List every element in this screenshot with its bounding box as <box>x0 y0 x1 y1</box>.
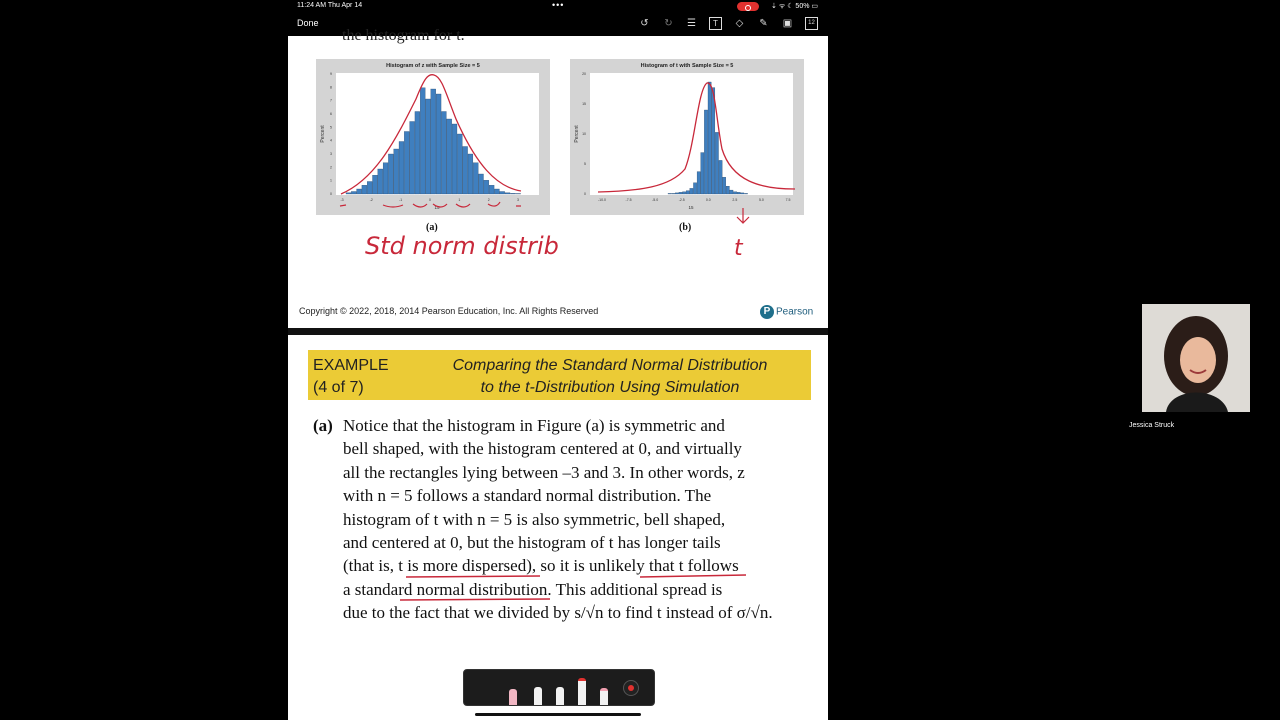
x-tick-label: -1 <box>399 198 403 202</box>
y-tick-label: 2 <box>330 165 332 170</box>
caption-b: (b) <box>679 222 692 233</box>
histogram-b-xlabel: 15 <box>688 205 694 210</box>
y-tick-label: 0 <box>584 192 586 196</box>
y-tick-label: 15 <box>582 102 586 106</box>
page-divider <box>288 328 828 335</box>
y-tick-label: 5 <box>584 162 586 166</box>
done-button[interactable]: Done <box>297 18 319 28</box>
x-tick-label: 0.0 <box>705 198 711 202</box>
copyright-text: Copyright © 2022, 2018, 2014 Pearson Education, Inc. All Rights Reserved <box>299 306 599 316</box>
highlighter-tool-icon[interactable] <box>600 688 608 705</box>
example-label: EXAMPLE <box>313 357 389 374</box>
marker-tool-icon[interactable] <box>578 678 586 705</box>
x-tick-label: 7.5 <box>785 198 791 202</box>
text-tool-icon[interactable]: T <box>709 17 722 30</box>
pen-toolbar <box>463 669 655 706</box>
y-tick-label: 8 <box>330 85 332 90</box>
paragraph-line: and centered at 0, but the histogram of t has longer tails <box>343 533 721 552</box>
undo-icon[interactable]: ↺ <box>640 18 649 29</box>
status-time: 11:24 AM Thu Apr 14 <box>297 2 363 9</box>
ink-arrow <box>737 208 749 223</box>
paragraph-label: (a) <box>313 416 333 435</box>
shapes-icon[interactable]: ◇ <box>735 18 744 29</box>
paragraph-line: with n = 5 follows a standard normal distribution. The <box>343 486 712 506</box>
screen-record-icon[interactable] <box>737 2 759 11</box>
y-tick-label: 20 <box>582 72 586 76</box>
y-tick-label: 1 <box>330 178 332 183</box>
webcam-person-icon <box>1142 304 1250 412</box>
paragraph-line: Notice that the histogram in Figure (a) is symmetric and <box>343 416 725 435</box>
cutoff-text: the histogram for t. <box>342 27 465 44</box>
y-tick-label: 5 <box>330 125 332 130</box>
y-tick-label: 9 <box>330 72 332 76</box>
highlighter-icon[interactable]: ✎ <box>759 18 768 29</box>
page-count-badge[interactable]: 12 <box>805 17 818 30</box>
multitask-dots-icon[interactable]: ••• <box>552 0 565 10</box>
ink-underline-3 <box>400 599 550 600</box>
histogram-a-xlabel: 15 <box>434 205 440 210</box>
ink-annotation-left: Std norm distrib <box>365 232 559 260</box>
ink-underlines <box>288 335 828 635</box>
x-tick-label: -2 <box>369 198 373 202</box>
y-tick-label: 6 <box>330 112 332 116</box>
x-tick-label: 2 <box>487 198 490 202</box>
ink-underline-2 <box>640 575 746 577</box>
x-tick-label: -5.0 <box>652 198 659 202</box>
x-tick-label: -7.5 <box>625 198 632 202</box>
histogram-b-title: Histogram of t with Sample Size = 5 <box>640 63 734 69</box>
ink-annotation-right: t <box>734 236 743 261</box>
paragraph-line: due to the fact that we divided by s/√n to find t instead of σ/√n. <box>343 603 773 623</box>
x-tick-label: -3 <box>340 198 344 202</box>
status-battery: ⇣ ᯤ ☾ 50% ▭ <box>771 3 818 10</box>
webcam-avatar <box>1142 304 1250 412</box>
pearson-logo: P Pearson <box>760 305 813 319</box>
y-tick-label: 7 <box>330 98 332 103</box>
x-tick-label: 5.0 <box>758 198 764 202</box>
image-icon[interactable]: ▣ <box>782 18 793 29</box>
histogram-a-ylabel: Percent <box>320 125 326 143</box>
pencil-tool-icon[interactable] <box>556 687 564 705</box>
paragraph-line: a standard normal distribution. This additional spread is <box>343 579 723 599</box>
ink-layer <box>288 36 828 276</box>
page-list-icon[interactable]: ☰ <box>687 18 696 29</box>
paragraph-line: bell shaped, with the histogram centered at 0, and virtually <box>343 439 742 459</box>
document-page <box>288 27 828 720</box>
slide-bottom <box>288 335 828 720</box>
x-tick-label: 3 <box>517 198 519 202</box>
color-picker-icon[interactable] <box>623 680 639 696</box>
ink-underline-1 <box>406 576 540 577</box>
pearson-p-icon: P <box>760 305 774 319</box>
y-tick-label: 3 <box>330 152 332 156</box>
redo-icon[interactable]: ↻ <box>664 18 673 29</box>
y-tick-label: 4 <box>330 138 332 143</box>
x-tick-label: -10.0 <box>598 198 606 202</box>
ink-marks-a <box>340 202 521 207</box>
example-title-line-1: Comparing the Standard Normal Distribution <box>452 357 768 374</box>
slide-top <box>288 27 828 328</box>
x-tick-label: -2.5 <box>678 198 685 202</box>
caption-a: (a) <box>426 222 438 233</box>
y-tick-label: 0 <box>330 192 332 196</box>
y-tick-label: 10 <box>582 132 586 136</box>
paragraph-line: all the rectangles lying between –3 and 3. In other words, z <box>343 462 745 482</box>
histogram-b-ylabel: Percent <box>574 125 580 143</box>
eraser-tool-icon[interactable] <box>509 689 517 705</box>
paragraph-line: (that is, t is more dispersed), so it is unlikely that t follows <box>343 556 739 576</box>
x-tick-label: 2.5 <box>732 198 738 202</box>
paragraph-line: histogram of t with n = 5 is also symmetric, bell shaped, <box>343 509 726 529</box>
status-bar <box>288 0 828 13</box>
example-count: (4 of 7) <box>313 379 364 396</box>
home-indicator[interactable] <box>475 713 641 716</box>
x-tick-label: 0 <box>429 198 431 202</box>
histogram-a-title: Histogram of z with Sample Size = 5 <box>386 63 480 69</box>
x-tick-label: 1 <box>458 198 461 202</box>
pen-tool-icon[interactable] <box>534 687 542 705</box>
example-title-line-2: to the t-Distribution Using Simulation <box>480 379 740 396</box>
webcam-name: Jessica Struck <box>1129 422 1175 429</box>
